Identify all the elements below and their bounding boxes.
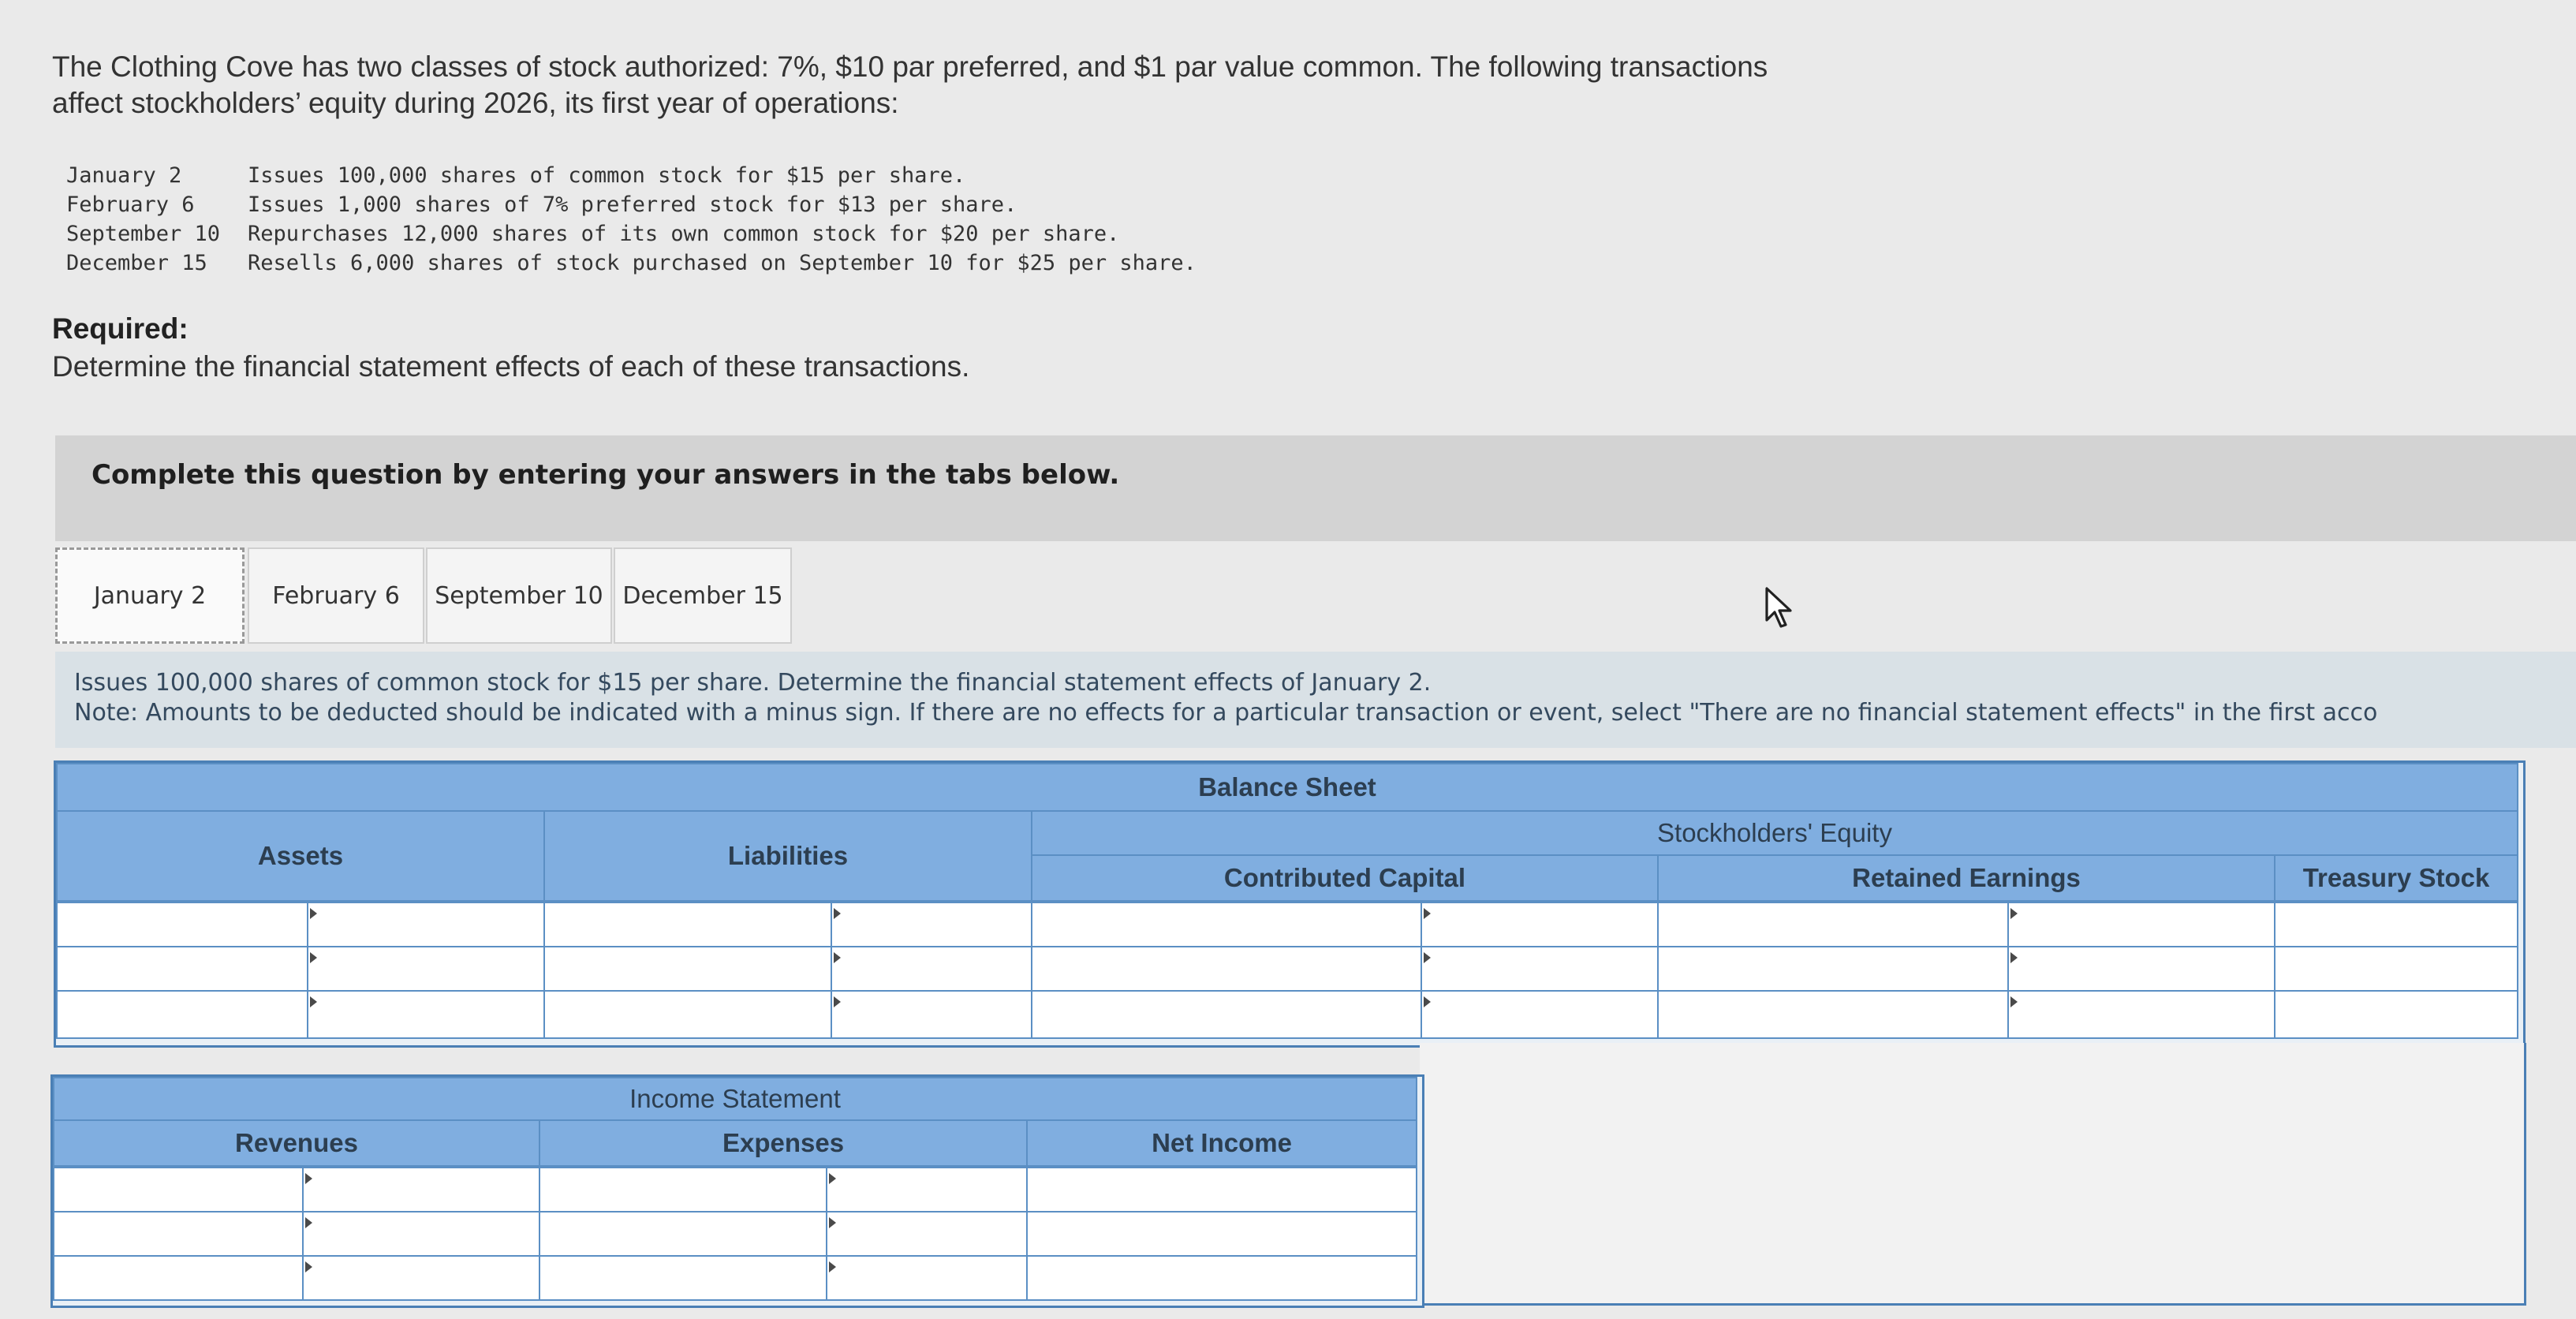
treasury-stock-input-3[interactable] xyxy=(2274,990,2518,1039)
contributed-capital-header: Contributed Capital xyxy=(1031,854,1659,902)
transaction-text: Issues 1,000 shares of 7% preferred stock for $13 per share. xyxy=(248,192,1017,217)
revenues-amount-input-1[interactable] xyxy=(302,1167,540,1213)
retained-earnings-select-2[interactable] xyxy=(1657,946,2009,992)
contributed-capital-select-2[interactable] xyxy=(1031,946,1422,992)
transaction-date: September 10 xyxy=(66,222,221,246)
contributed-capital-amount-2[interactable] xyxy=(1421,946,1659,992)
tab-february-6[interactable]: February 6 xyxy=(248,547,424,644)
instructions-panel xyxy=(55,652,2576,748)
transactions-list xyxy=(66,161,1197,278)
liabilities-amount-input-2[interactable] xyxy=(831,946,1032,992)
transaction-row xyxy=(66,190,1197,219)
retained-earnings-select-3[interactable] xyxy=(1657,990,2009,1039)
expenses-amount-input-2[interactable] xyxy=(826,1211,1028,1257)
net-income-header: Net Income xyxy=(1026,1119,1417,1167)
treasury-stock-input-2[interactable] xyxy=(2274,946,2518,992)
revenues-account-select-3[interactable] xyxy=(53,1255,304,1301)
transaction-row xyxy=(66,248,1197,278)
retained-earnings-amount-1[interactable] xyxy=(2007,902,2275,947)
assets-account-select-1[interactable] xyxy=(56,902,308,947)
banner-text: Complete this question by entering your answers in the tabs below. xyxy=(91,459,1120,491)
transaction-date: January 2 xyxy=(66,163,182,188)
retained-earnings-select-1[interactable] xyxy=(1657,902,2009,947)
liabilities-account-select-1[interactable] xyxy=(543,902,832,947)
mouse-cursor-icon xyxy=(1764,585,1798,631)
net-income-input-2[interactable] xyxy=(1026,1211,1417,1257)
assets-amount-input-2[interactable] xyxy=(307,946,545,992)
liabilities-amount-input-1[interactable] xyxy=(831,902,1032,947)
assets-amount-input-1[interactable] xyxy=(307,902,545,947)
revenues-amount-input-3[interactable] xyxy=(302,1255,540,1301)
problem-intro xyxy=(52,49,1945,121)
transaction-date: December 15 xyxy=(66,251,207,275)
instruction-note: Note: Amounts to be deducted should be indicated with a minus sign. If there are no effects for a particular transaction or event, select "There are no financial statement effects" in the first acco xyxy=(74,699,2378,727)
transaction-text: Resells 6,000 shares of stock purchased on September 10 for $25 per share. xyxy=(248,251,1197,275)
contributed-capital-select-3[interactable] xyxy=(1031,990,1422,1039)
expenses-account-select-3[interactable] xyxy=(539,1255,827,1301)
expenses-header: Expenses xyxy=(539,1119,1028,1167)
revenues-account-select-2[interactable] xyxy=(53,1211,304,1257)
transaction-row xyxy=(66,219,1197,248)
instruction-line-1: Issues 100,000 shares of common stock for $15 per share. Determine the financial statement effects of January 2. xyxy=(74,669,1432,697)
instruction-banner xyxy=(55,435,2576,541)
expenses-account-select-1[interactable] xyxy=(539,1167,827,1213)
expenses-amount-input-1[interactable] xyxy=(826,1167,1028,1213)
expenses-account-select-2[interactable] xyxy=(539,1211,827,1257)
liabilities-header: Liabilities xyxy=(543,810,1032,902)
assets-header: Assets xyxy=(56,810,545,902)
transaction-text: Repurchases 12,000 shares of its own common stock for $20 per share. xyxy=(248,222,1120,246)
liabilities-account-select-3[interactable] xyxy=(543,990,832,1039)
intro-line-2: affect stockholders’ equity during 2026, its first year of operations: xyxy=(52,87,899,119)
retained-earnings-amount-2[interactable] xyxy=(2007,946,2275,992)
net-income-input-1[interactable] xyxy=(1026,1167,1417,1213)
contributed-capital-select-1[interactable] xyxy=(1031,902,1422,947)
net-income-input-3[interactable] xyxy=(1026,1255,1417,1301)
tab-january-2[interactable]: January 2 xyxy=(55,547,245,644)
retained-earnings-header: Retained Earnings xyxy=(1657,854,2275,902)
treasury-stock-header: Treasury Stock xyxy=(2274,854,2518,902)
tab-bar xyxy=(55,547,2576,645)
liabilities-account-select-2[interactable] xyxy=(543,946,832,992)
assets-account-select-2[interactable] xyxy=(56,946,308,992)
income-statement-grid xyxy=(50,1074,1424,1308)
assets-amount-input-3[interactable] xyxy=(307,990,545,1039)
balance-sheet-header: Balance Sheet xyxy=(56,763,2518,812)
blank-panel xyxy=(1420,1043,2526,1306)
tab-september-10[interactable]: September 10 xyxy=(426,547,612,644)
expenses-amount-input-3[interactable] xyxy=(826,1255,1028,1301)
income-statement-header: Income Statement xyxy=(53,1077,1417,1121)
required-text: Determine the financial statement effects of each of these transactions. xyxy=(52,350,970,383)
stockholders-equity-header: Stockholders' Equity xyxy=(1031,810,2518,856)
balance-sheet-grid xyxy=(54,760,2526,1048)
contributed-capital-amount-1[interactable] xyxy=(1421,902,1659,947)
transaction-text: Issues 100,000 shares of common stock for $15 per share. xyxy=(248,163,966,188)
contributed-capital-amount-3[interactable] xyxy=(1421,990,1659,1039)
transaction-date: February 6 xyxy=(66,192,195,217)
assets-account-select-3[interactable] xyxy=(56,990,308,1039)
revenues-amount-input-2[interactable] xyxy=(302,1211,540,1257)
revenues-account-select-1[interactable] xyxy=(53,1167,304,1213)
required-label: Required: xyxy=(52,312,189,345)
revenues-header: Revenues xyxy=(53,1119,540,1167)
retained-earnings-amount-3[interactable] xyxy=(2007,990,2275,1039)
intro-line-1: The Clothing Cove has two classes of stock authorized: 7%, $10 par preferred, and $1 par value common. The following transactions xyxy=(52,50,1768,83)
tab-december-15[interactable]: December 15 xyxy=(614,547,792,644)
liabilities-amount-input-3[interactable] xyxy=(831,990,1032,1039)
treasury-stock-input-1[interactable] xyxy=(2274,902,2518,947)
transaction-row xyxy=(66,161,1197,190)
